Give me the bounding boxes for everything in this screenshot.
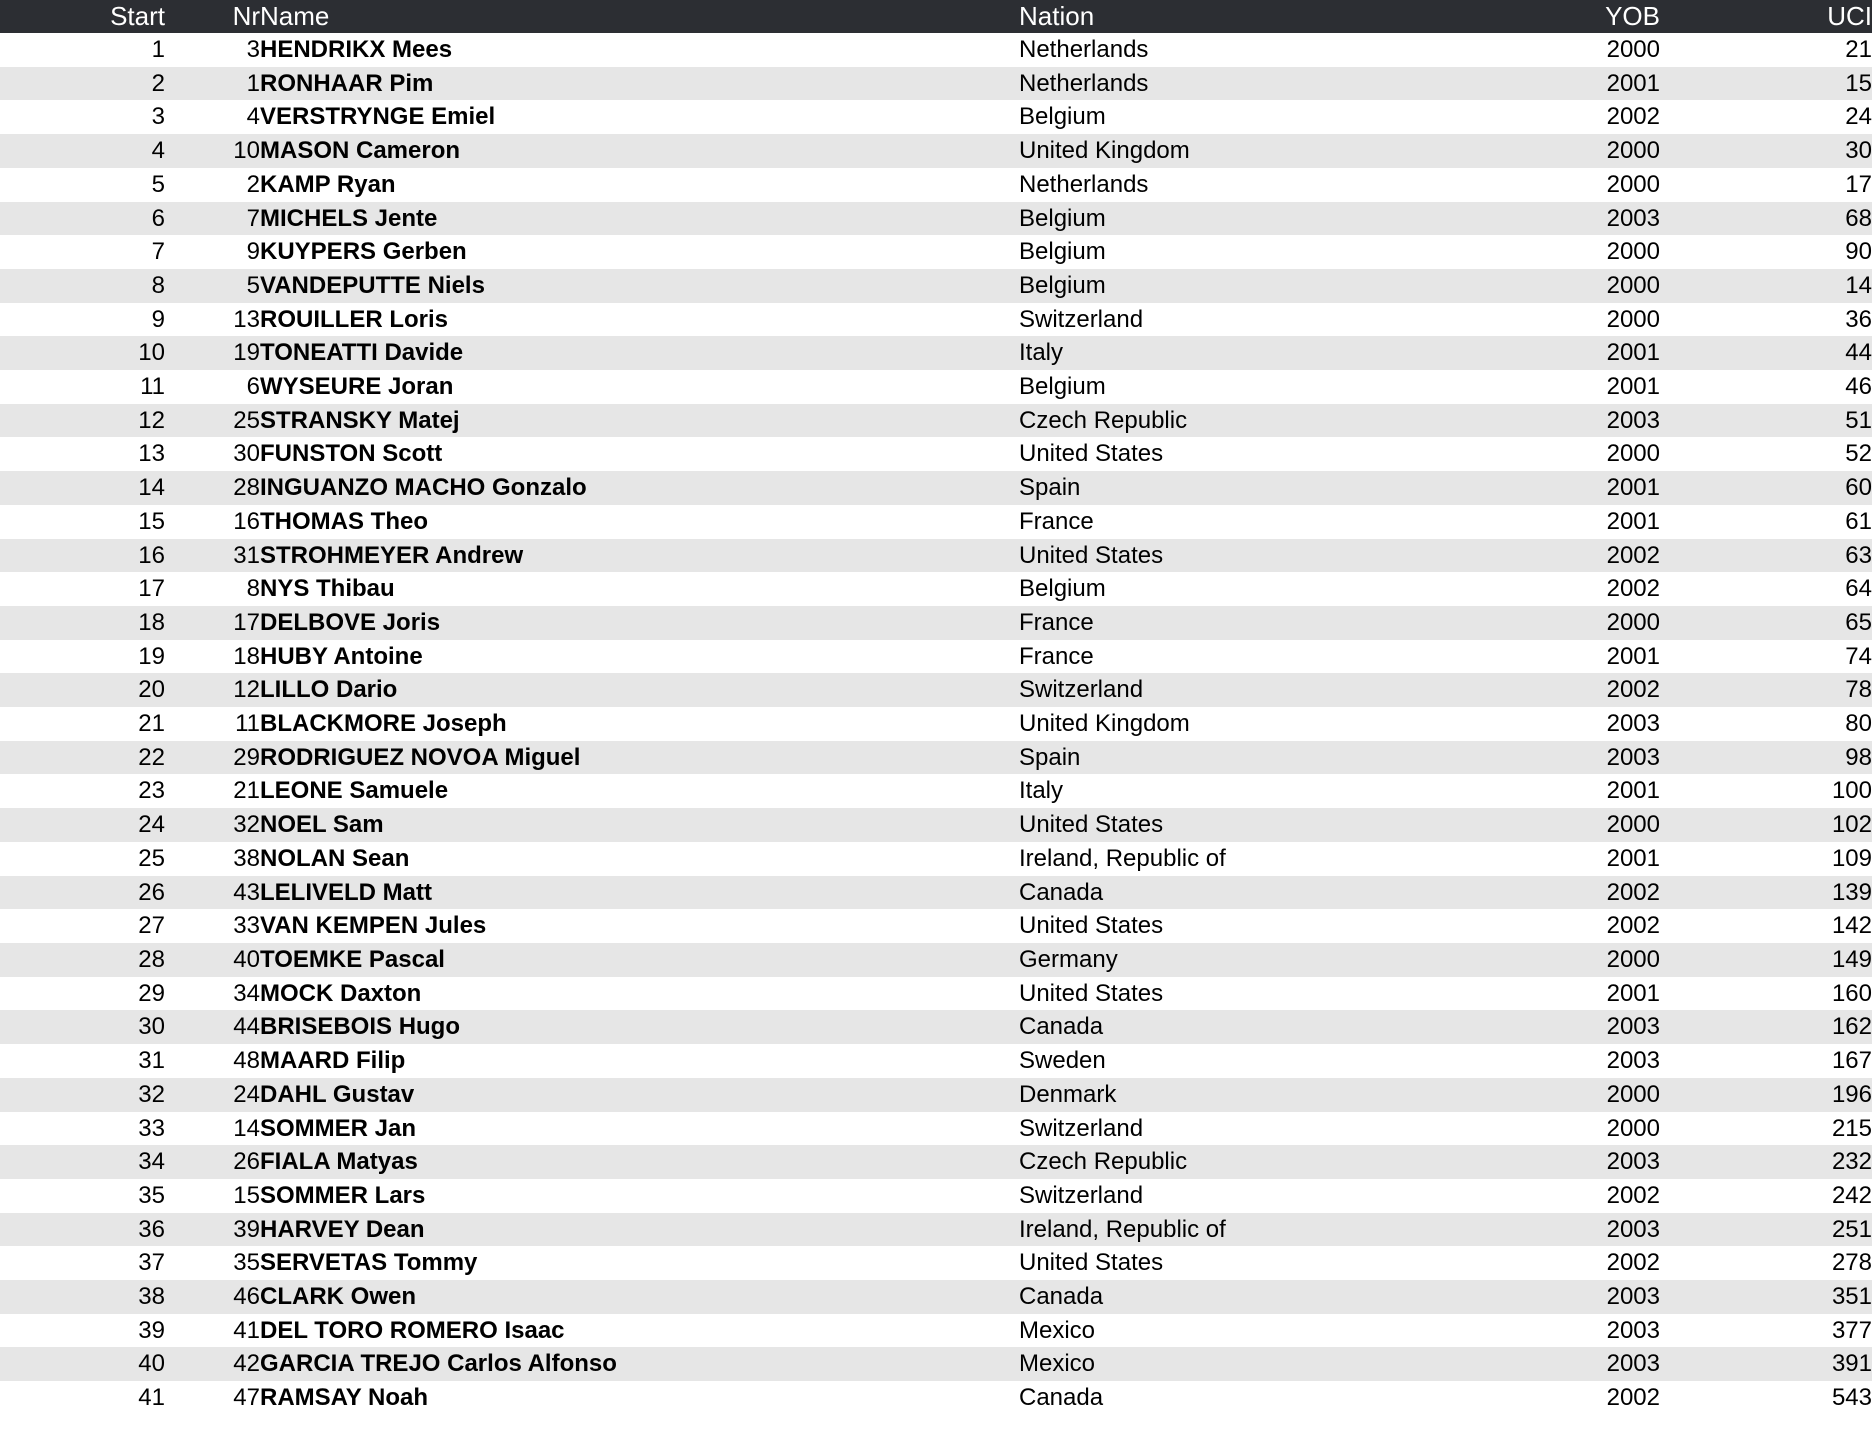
cell-nation: France: [1019, 642, 1094, 670]
cell-start: 40: [138, 1350, 165, 1378]
cell-start: 20: [138, 676, 165, 704]
cell-name: MOCK Daxton: [260, 979, 422, 1007]
table-row: [0, 539, 1872, 573]
table-row: [0, 67, 1872, 101]
cell-uci: 102: [1831, 811, 1872, 839]
cell-nr: 18: [233, 642, 260, 670]
cell-yob: 2003: [1606, 1148, 1660, 1176]
table-row: [0, 134, 1872, 168]
cell-uci: 64: [1845, 575, 1872, 603]
cell-start: 1: [151, 36, 165, 63]
cell-yob: 2002: [1606, 103, 1660, 131]
cell-name: KAMP Ryan: [260, 170, 396, 198]
cell-start: 9: [151, 305, 165, 333]
cell-uci: 15: [1845, 69, 1872, 97]
table-row: [0, 1246, 1872, 1280]
table-row: [0, 1314, 1872, 1348]
cell-nr: 47: [233, 1384, 260, 1412]
cell-uci: 63: [1845, 541, 1872, 569]
cell-name: MICHELS Jente: [260, 204, 438, 232]
cell-nr: 32: [233, 811, 260, 839]
cell-yob: 2000: [1606, 238, 1660, 266]
cell-name: TONEATTI Davide: [260, 339, 464, 367]
cell-name: SERVETAS Tommy: [260, 1249, 478, 1277]
table-row: [0, 370, 1872, 404]
table-row: [0, 1044, 1872, 1078]
column-header-start: Start: [0, 0, 165, 33]
table-row: [0, 808, 1872, 842]
cell-nation: Switzerland: [1019, 676, 1144, 704]
cell-start: 15: [138, 507, 165, 535]
cell-uci: 61: [1845, 507, 1872, 535]
cell-yob: 2003: [1606, 1283, 1660, 1311]
cell-nr: 16: [233, 507, 260, 535]
cell-name: DELBOVE Joris: [260, 608, 441, 636]
cell-yob: 2002: [1606, 912, 1660, 940]
cell-nation: France: [1019, 507, 1094, 535]
cell-name: SOMMER Jan: [260, 1114, 417, 1142]
table-row: [0, 842, 1872, 876]
cell-start: 41: [138, 1384, 165, 1412]
cell-start: 6: [151, 204, 165, 232]
cell-start: 5: [151, 170, 165, 198]
cell-nr: 38: [233, 844, 260, 872]
cell-yob: 2000: [1606, 945, 1660, 973]
table-row: [0, 168, 1872, 202]
cell-nation: Netherlands: [1019, 36, 1149, 63]
cell-name: NOLAN Sean: [260, 844, 410, 872]
cell-nation: Mexico: [1019, 1316, 1096, 1344]
cell-uci: 251: [1831, 1215, 1872, 1243]
cell-uci: 377: [1831, 1316, 1872, 1344]
table-row: [0, 1179, 1872, 1213]
table-row: [0, 1213, 1872, 1247]
cell-start: 36: [138, 1215, 165, 1243]
cell-start: 21: [138, 710, 165, 738]
cell-start: 7: [151, 238, 165, 266]
cell-start: 24: [138, 811, 165, 839]
cell-nation: Mexico: [1019, 1350, 1096, 1378]
cell-start: 11: [140, 373, 165, 401]
cell-name: DEL TORO ROMERO Isaac: [260, 1316, 565, 1344]
cell-yob: 2003: [1606, 1047, 1660, 1075]
cell-nation: United States: [1019, 912, 1164, 940]
cell-name: LELIVELD Matt: [260, 878, 432, 906]
cell-start: 3: [151, 103, 165, 131]
cell-nation: United States: [1019, 979, 1164, 1007]
cell-nation: Ireland, Republic of: [1019, 1215, 1226, 1243]
cell-nr: 28: [233, 474, 260, 502]
cell-nr: 21: [233, 777, 260, 805]
cell-nr: 11: [235, 710, 260, 738]
cell-nation: Netherlands: [1019, 170, 1149, 198]
cell-name: HENDRIKX Mees: [260, 36, 453, 63]
cell-uci: 74: [1845, 642, 1872, 670]
cell-yob: 2000: [1606, 271, 1660, 299]
cell-nation: United States: [1019, 440, 1164, 468]
cell-nation: Belgium: [1019, 575, 1106, 603]
cell-start: 29: [138, 979, 165, 1007]
cell-start: 18: [138, 608, 165, 636]
cell-yob: 2000: [1606, 1080, 1660, 1108]
table-row: [0, 471, 1872, 505]
cell-nr: 2: [246, 170, 260, 198]
cell-yob: 2002: [1606, 1384, 1660, 1412]
cell-start: 23: [138, 777, 165, 805]
cell-yob: 2001: [1606, 777, 1660, 805]
cell-uci: 351: [1831, 1283, 1872, 1311]
cell-name: RONHAAR Pim: [260, 69, 434, 97]
table-row: [0, 640, 1872, 674]
cell-uci: 51: [1845, 406, 1872, 434]
cell-nr: 6: [246, 373, 260, 401]
cell-uci: 52: [1845, 440, 1872, 468]
cell-uci: 391: [1831, 1350, 1872, 1378]
cell-nr: 40: [233, 945, 260, 973]
cell-nr: 19: [233, 339, 260, 367]
cell-nr: 34: [233, 979, 260, 1007]
cell-nation: Czech Republic: [1019, 1148, 1188, 1176]
cell-name: THOMAS Theo: [260, 507, 428, 535]
cell-nation: Belgium: [1019, 373, 1106, 401]
cell-nation: Ireland, Republic of: [1019, 844, 1226, 872]
cell-yob: 2000: [1606, 1114, 1660, 1142]
cell-uci: 543: [1831, 1384, 1872, 1412]
cell-yob: 2002: [1606, 676, 1660, 704]
cell-nr: 7: [246, 204, 260, 232]
cell-name: STRANSKY Matej: [260, 406, 460, 434]
table-row: [0, 336, 1872, 370]
cell-nr: 41: [233, 1316, 260, 1344]
table-row: [0, 741, 1872, 775]
cell-uci: 109: [1831, 844, 1872, 872]
cell-start: 10: [138, 339, 165, 367]
cell-nr: 43: [233, 878, 260, 906]
cell-nation: France: [1019, 608, 1094, 636]
cell-yob: 2003: [1606, 406, 1660, 434]
table-row: [0, 943, 1872, 977]
cell-uci: 98: [1845, 743, 1872, 771]
cell-nr: 13: [233, 305, 260, 333]
cell-nr: 33: [233, 912, 260, 940]
cell-uci: 160: [1831, 979, 1872, 1007]
table-row: [0, 673, 1872, 707]
cell-nr: 1: [246, 69, 260, 97]
table-row: [0, 1280, 1872, 1314]
cell-nr: 12: [233, 676, 260, 704]
cell-yob: 2002: [1606, 878, 1660, 906]
cell-nation: Italy: [1019, 339, 1064, 367]
cell-nr: 35: [233, 1249, 260, 1277]
cell-nation: Belgium: [1019, 271, 1106, 299]
cell-yob: 2003: [1606, 1013, 1660, 1041]
cell-start: 38: [138, 1283, 165, 1311]
cell-name: KUYPERS Gerben: [260, 238, 467, 266]
cell-name: RODRIGUEZ NOVOA Miguel: [260, 743, 581, 771]
cell-uci: 68: [1845, 204, 1872, 232]
cell-start: 33: [138, 1114, 165, 1142]
table-row: [0, 100, 1872, 134]
cell-yob: 2000: [1606, 440, 1660, 468]
cell-nr: 39: [233, 1215, 260, 1243]
cell-name: FUNSTON Scott: [260, 440, 443, 468]
cell-nr: 44: [233, 1013, 260, 1041]
cell-name: BLACKMORE Joseph: [260, 710, 507, 738]
cell-name: NOEL Sam: [260, 811, 384, 839]
cell-nr: 5: [246, 271, 260, 299]
cell-nr: 48: [233, 1047, 260, 1075]
table-row: [0, 1381, 1872, 1415]
cell-yob: 2001: [1606, 979, 1660, 1007]
cell-uci: 139: [1831, 878, 1872, 906]
cell-uci: 242: [1831, 1181, 1872, 1209]
cell-nation: United States: [1019, 1249, 1164, 1277]
cell-nr: 4: [246, 103, 260, 131]
cell-uci: 21: [1845, 36, 1872, 63]
cell-uci: 167: [1831, 1047, 1872, 1075]
cell-nation: Germany: [1019, 945, 1118, 973]
cell-start: 22: [138, 743, 165, 771]
table-row: [0, 977, 1872, 1011]
cell-nation: United Kingdom: [1019, 710, 1190, 738]
table-row: [0, 606, 1872, 640]
cell-uci: 65: [1845, 608, 1872, 636]
cell-yob: 2000: [1606, 137, 1660, 165]
cell-yob: 2001: [1606, 339, 1660, 367]
cell-uci: 30: [1845, 137, 1872, 165]
cell-name: MASON Cameron: [260, 137, 461, 165]
cell-nation: Canada: [1019, 1283, 1104, 1311]
cell-start: 27: [138, 912, 165, 940]
table-row: [0, 1078, 1872, 1112]
cell-name: HUBY Antoine: [260, 642, 423, 670]
cell-uci: 80: [1845, 710, 1872, 738]
cell-uci: 278: [1831, 1249, 1872, 1277]
cell-start: 4: [151, 137, 165, 165]
cell-start: 35: [138, 1181, 165, 1209]
cell-nation: Czech Republic: [1019, 406, 1188, 434]
cell-uci: 196: [1831, 1080, 1872, 1108]
table-row: [0, 404, 1872, 438]
cell-yob: 2003: [1606, 1350, 1660, 1378]
cell-yob: 2002: [1606, 575, 1660, 603]
cell-uci: 17: [1845, 170, 1872, 198]
cell-nr: 3: [246, 36, 260, 63]
cell-name: CLARK Owen: [260, 1283, 416, 1311]
cell-uci: 78: [1845, 676, 1872, 704]
table-row: [0, 269, 1872, 303]
cell-yob: 2001: [1606, 642, 1660, 670]
cell-yob: 2002: [1606, 1181, 1660, 1209]
cell-nation: Canada: [1019, 1384, 1104, 1412]
cell-uci: 215: [1831, 1114, 1872, 1142]
column-header-nr: Nr: [165, 0, 260, 33]
cell-uci: 36: [1845, 305, 1872, 333]
cell-nation: United States: [1019, 811, 1164, 839]
cell-yob: 2000: [1606, 811, 1660, 839]
cell-uci: 46: [1845, 373, 1872, 401]
cell-nr: 14: [233, 1114, 260, 1142]
cell-name: TOEMKE Pascal: [260, 945, 445, 973]
table-row: [0, 774, 1872, 808]
table-row: [0, 437, 1872, 471]
cell-name: RAMSAY Noah: [260, 1384, 429, 1412]
cell-yob: 2001: [1606, 507, 1660, 535]
cell-nr: 46: [233, 1283, 260, 1311]
cell-start: 13: [138, 440, 165, 468]
cell-uci: 44: [1845, 339, 1872, 367]
column-header-nation: Nation: [1019, 0, 1573, 33]
cell-start: 32: [138, 1080, 165, 1108]
cell-yob: 2001: [1606, 69, 1660, 97]
cell-name: HARVEY Dean: [260, 1215, 425, 1243]
cell-name: WYSEURE Joran: [260, 373, 454, 401]
cell-nation: Italy: [1019, 777, 1064, 805]
cell-name: ROUILLER Loris: [260, 305, 449, 333]
cell-name: MAARD Filip: [260, 1047, 406, 1075]
cell-start: 2: [151, 69, 165, 97]
table-row: [0, 303, 1872, 337]
cell-uci: 90: [1845, 238, 1872, 266]
cell-name: FIALA Matyas: [260, 1148, 418, 1176]
cell-uci: 100: [1831, 777, 1872, 805]
cell-start: 26: [138, 878, 165, 906]
cell-name: DAHL Gustav: [260, 1080, 415, 1108]
table-row: [0, 572, 1872, 606]
cell-uci: 162: [1831, 1013, 1872, 1041]
table-row: [0, 1347, 1872, 1381]
cell-uci: 232: [1831, 1148, 1872, 1176]
cell-yob: 2001: [1606, 844, 1660, 872]
table-row: [0, 707, 1872, 741]
cell-yob: 2000: [1606, 36, 1660, 63]
cell-uci: 149: [1831, 945, 1872, 973]
cell-uci: 142: [1831, 912, 1872, 940]
cell-nr: 17: [233, 608, 260, 636]
cell-start: 14: [138, 474, 165, 502]
cell-nr: 31: [233, 541, 260, 569]
cell-nr: 8: [246, 575, 260, 603]
cell-yob: 2000: [1606, 305, 1660, 333]
cell-nation: Switzerland: [1019, 1114, 1144, 1142]
cell-name: LEONE Samuele: [260, 777, 449, 805]
cell-nation: Belgium: [1019, 103, 1106, 131]
cell-uci: 24: [1845, 103, 1872, 131]
cell-yob: 2003: [1606, 204, 1660, 232]
cell-nr: 10: [233, 137, 260, 165]
cell-nation: Denmark: [1019, 1080, 1117, 1108]
cell-start: 17: [138, 575, 165, 603]
cell-yob: 2003: [1606, 1215, 1660, 1243]
cell-nr: 42: [233, 1350, 260, 1378]
cell-start: 25: [138, 844, 165, 872]
cell-name: BRISEBOIS Hugo: [260, 1013, 461, 1041]
cell-nation: Spain: [1019, 474, 1081, 502]
cell-nation: United States: [1019, 541, 1164, 569]
cell-uci: 60: [1845, 474, 1872, 502]
cell-start: 31: [138, 1047, 165, 1075]
cell-yob: 2000: [1606, 608, 1660, 636]
table-row: [0, 235, 1872, 269]
table-row: [0, 1010, 1872, 1044]
cell-nation: United Kingdom: [1019, 137, 1190, 165]
cell-name: LILLO Dario: [260, 676, 398, 704]
cell-nation: Canada: [1019, 1013, 1104, 1041]
table-row: [0, 1112, 1872, 1146]
cell-name: VANDEPUTTE Niels: [260, 271, 485, 299]
cell-uci: 14: [1845, 271, 1872, 299]
cell-start: 8: [151, 271, 165, 299]
cell-start: 37: [138, 1249, 165, 1277]
cell-start: 16: [138, 541, 165, 569]
table-row: [0, 1145, 1872, 1179]
table-row: [0, 505, 1872, 539]
cell-yob: 2003: [1606, 710, 1660, 738]
cell-nr: 15: [233, 1181, 260, 1209]
column-header-name: Name: [260, 0, 1019, 33]
cell-nr: 30: [233, 440, 260, 468]
cell-start: 19: [138, 642, 165, 670]
cell-name: SOMMER Lars: [260, 1181, 426, 1209]
header-row: [0, 0, 1872, 33]
table-row: [0, 909, 1872, 943]
cell-name: STROHMEYER Andrew: [260, 541, 524, 569]
cell-nation: Netherlands: [1019, 69, 1149, 97]
cell-start: 30: [138, 1013, 165, 1041]
cell-start: 28: [138, 945, 165, 973]
cell-nr: 9: [246, 238, 260, 266]
cell-nation: Switzerland: [1019, 305, 1144, 333]
table-row: [0, 202, 1872, 236]
cell-name: VAN KEMPEN Jules: [260, 912, 487, 940]
cell-name: GARCIA TREJO Carlos Alfonso: [260, 1350, 617, 1378]
cell-name: NYS Thibau: [260, 575, 395, 603]
cell-nr: 26: [233, 1148, 260, 1176]
cell-name: VERSTRYNGE Emiel: [260, 103, 496, 131]
cell-nation: Canada: [1019, 878, 1104, 906]
cell-nation: Belgium: [1019, 204, 1106, 232]
cell-yob: 2001: [1606, 474, 1660, 502]
cell-yob: 2003: [1606, 1316, 1660, 1344]
cell-nation: Switzerland: [1019, 1181, 1144, 1209]
table-row: [0, 33, 1872, 67]
cell-start: 39: [138, 1316, 165, 1344]
cell-yob: 2001: [1606, 373, 1660, 401]
column-header-uci: UCI: [1660, 0, 1872, 33]
cell-yob: 2002: [1606, 541, 1660, 569]
column-header-yob: YOB: [1573, 0, 1660, 33]
cell-nation: Sweden: [1019, 1047, 1106, 1075]
cell-nr: 24: [233, 1080, 260, 1108]
cell-yob: 2002: [1606, 1249, 1660, 1277]
cell-start: 12: [138, 406, 165, 434]
cell-start: 34: [138, 1148, 165, 1176]
cell-nation: Spain: [1019, 743, 1081, 771]
cell-nr: 25: [233, 406, 260, 434]
table-row: [0, 876, 1872, 910]
cell-name: INGUANZO MACHO Gonzalo: [260, 474, 587, 502]
cell-yob: 2000: [1606, 170, 1660, 198]
cell-nr: 29: [233, 743, 260, 771]
cell-nation: Belgium: [1019, 238, 1106, 266]
cell-yob: 2003: [1606, 743, 1660, 771]
